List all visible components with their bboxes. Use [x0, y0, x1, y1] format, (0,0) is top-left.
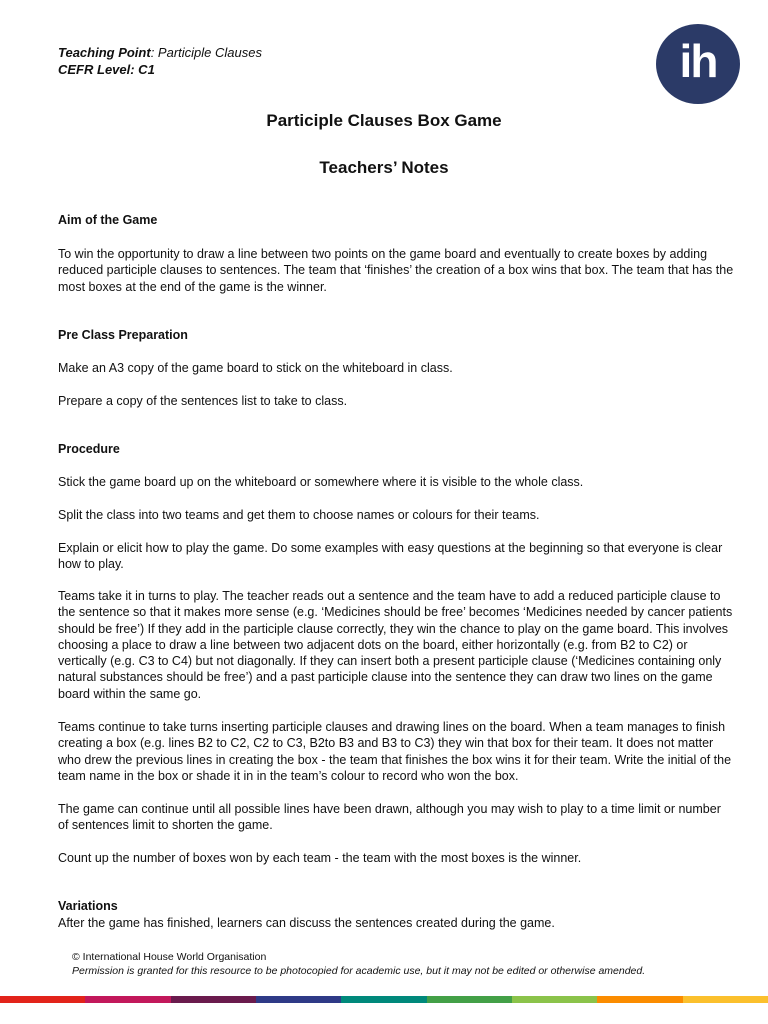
prep-heading: Pre Class Preparation [58, 328, 188, 342]
procedure-paragraph-6: The game can continue until all possible lines have been drawn, although you may wish to play to a time limit or number of sentences limit to shorten the game. [58, 802, 721, 833]
procedure-paragraph-3: Explain or elicit how to play the game. Do some examples with easy questions at the beginning so that everyone is clear how to play. [58, 541, 723, 572]
variations-heading: Variations [58, 899, 118, 913]
procedure-paragraph-1: Stick the game board up on the whiteboard or somewhere where it is visible to the whole class. [58, 475, 584, 489]
procedure-heading: Procedure [58, 442, 120, 456]
ih-logo-text: ih [679, 35, 717, 87]
stripe-segment-8 [597, 996, 682, 1003]
prep-paragraph-2: Prepare a copy of the sentences list to take to class. [58, 394, 348, 408]
footer-color-stripe [0, 996, 768, 1003]
ih-logo [656, 24, 740, 104]
stripe-segment-4 [256, 996, 341, 1003]
variations-paragraph: After the game has finished, learners can discuss the sentences created during the game. [58, 916, 555, 930]
stripe-segment-3 [171, 996, 256, 1003]
document-subtitle: Teachers’ Notes [319, 158, 449, 177]
teaching-point-label: Teaching Point [58, 45, 151, 60]
procedure-paragraph-4: Teams take it in turns to play. The teacher reads out a sentence and the team have to add a reduced participle clause to the sentence so that it makes more sense (e.g. ‘Medicines should be free’ becomes ‘Medicines needed by cancer patients should be free’) If they add in the participle clause correctly, they win the chance to play on the game board. This involves choosing a place to draw a line between two adjacent dots on the board, either horizontally (e.g. from B2 to C2) or vertically (e.g. C3 to C4) but not diagonally. If they can insert both a present participle clause (‘Medicines containing only natural substances should be free’) and a past participle clause into the sentence they can draw two lines on the game board within the same go. [58, 589, 733, 701]
teaching-point-block [58, 44, 262, 78]
stripe-segment-2 [85, 996, 170, 1003]
cefr-level: CEFR Level: C1 [58, 62, 155, 77]
teaching-point-value: : Participle Clauses [150, 45, 262, 60]
footer-copyright: © International House World Organisation [72, 951, 267, 963]
procedure-paragraph-2: Split the class into two teams and get them to choose names or colours for their teams. [58, 508, 540, 522]
procedure-paragraph-7: Count up the number of boxes won by each team - the team with the most boxes is the winner. [58, 851, 582, 865]
prep-paragraph-1: Make an A3 copy of the game board to stick on the whiteboard in class. [58, 361, 453, 375]
stripe-segment-9 [683, 996, 768, 1003]
stripe-segment-6 [427, 996, 512, 1003]
teaching-point-line [58, 44, 262, 61]
aim-heading: Aim of the Game [58, 213, 158, 227]
stripe-segment-7 [512, 996, 597, 1003]
stripe-segment-5 [341, 996, 426, 1003]
document-title: Participle Clauses Box Game [266, 111, 502, 130]
aim-paragraph: To win the opportunity to draw a line between two points on the game board and eventually to create boxes by adding reduced participle clauses to sentences. The team that ‘finishes’ the creation of a box wins that box. The team that has the most boxes at the end of the game is the winner. [58, 247, 734, 294]
stripe-segment-1 [0, 996, 85, 1003]
procedure-paragraph-5: Teams continue to take turns inserting participle clauses and drawing lines on the board. When a team manages to finish creating a box (e.g. lines B2 to C2, C2 to C3, B2to B3 and B3 to C3) they win that box for their team. It does not matter who drew the previous lines in creating the box - the team that finishes the box wins it for their team. Write the initial of the team name in the box or shade it in in the team’s colour to record who won the box. [58, 720, 732, 783]
footer-permission: Permission is granted for this resource to be photocopied for academic use, but it may not be edited or otherwise amended. [72, 965, 646, 977]
